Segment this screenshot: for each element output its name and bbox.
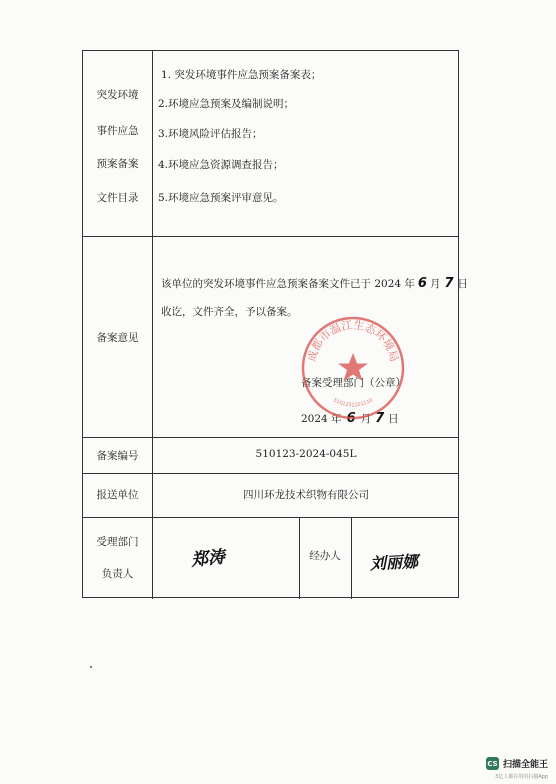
file-item: 2.环境应急预案及编制说明； — [158, 98, 295, 110]
date-month: 6 — [346, 411, 356, 426]
handler-signature: 刘丽娜 — [369, 551, 419, 574]
scanner-watermark — [486, 757, 548, 770]
watermark-app-name: 扫描全能王 — [502, 760, 548, 770]
date-month-unit: 月 — [360, 413, 372, 425]
opinion-text-line1 — [161, 277, 468, 290]
file-item: 3.环境风险评估报告； — [158, 128, 263, 140]
number-value: 510123-2024-045L — [255, 448, 357, 460]
number-label: 备案编号 — [96, 450, 139, 462]
row-divider — [83, 437, 458, 438]
opinion-text-line2: 收讫，文件齐全，予以备案。 — [161, 306, 298, 318]
file-list-label-line: 突发环境 — [96, 89, 139, 101]
column-divider — [152, 51, 153, 599]
official-seal-stamp — [298, 313, 408, 423]
date-year: 2024 年 — [301, 413, 342, 425]
dept-resp-label-line2: 负责人 — [101, 568, 134, 580]
opinion-month: 6 — [417, 276, 427, 291]
opinion-month-unit: 月 — [429, 278, 441, 290]
row-divider — [83, 473, 458, 474]
column-divider — [351, 517, 352, 599]
svg-text:5101231101110 — [332, 397, 374, 408]
file-item: 4.环境应急资源调查报告； — [158, 159, 284, 171]
scan-speck — [90, 666, 92, 668]
file-item: 1. 突发环境事件应急预案备案表； — [161, 69, 322, 81]
date-day-unit: 日 — [388, 413, 399, 425]
seal-text: 成都市温江生态环境局 — [305, 318, 401, 364]
handler-label: 经办人 — [309, 550, 341, 562]
file-list-label-line: 预案备案 — [96, 158, 139, 170]
dept-resp-signature: 郑涛 — [189, 547, 226, 571]
opinion-day: 7 — [444, 276, 454, 291]
row-divider — [83, 517, 458, 518]
seal-code: 5101231101110 — [332, 397, 374, 409]
file-list-label-line: 事件应急 — [96, 125, 139, 137]
date-day: 7 — [375, 411, 385, 426]
dept-resp-label-line1: 受理部门 — [96, 536, 139, 548]
file-list-label-line: 文件目录 — [96, 192, 139, 204]
seal-star-icon — [338, 353, 368, 381]
filing-form — [82, 50, 468, 598]
unit-value: 四川环龙技术织物有限公司 — [243, 489, 369, 501]
watermark-tagline: 3亿人都在用的扫描App — [495, 774, 548, 780]
file-item: 5.环境应急预案评审意见。 — [158, 192, 284, 204]
unit-label: 报送单位 — [96, 489, 139, 501]
camscanner-logo-icon: CS — [486, 757, 499, 770]
opinion-text-pre: 该单位的突发环境事件应急预案备案文件已于 2024 年 — [161, 278, 415, 290]
opinion-label: 备案意见 — [96, 332, 139, 344]
opinion-day-unit: 日 — [457, 278, 468, 290]
dept-seal-label: 备案受理部门（公章） — [301, 377, 406, 389]
row-divider — [83, 236, 458, 237]
